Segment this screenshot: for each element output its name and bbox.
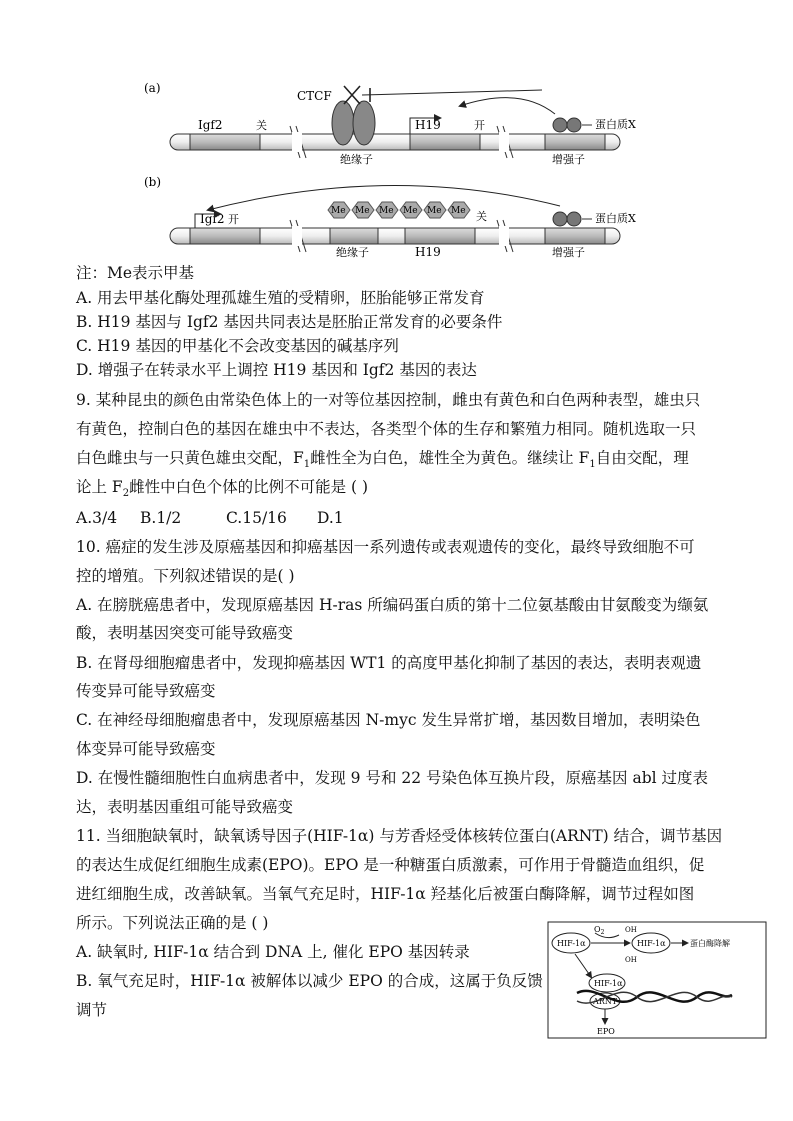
q11-option-b-cont: 调节 xyxy=(76,1001,108,1019)
q10-line-1: 10. 癌症的发生涉及原癌基因和抑癌基因一系列遗传或表观遗传的变化，最终导致细胞不可 xyxy=(76,538,695,556)
q11-line-2: 的表达生成促红细胞生成素(EPO)。EPO 是一种糖蛋白质激素，可作用于骨髓造血组织，促 xyxy=(76,856,705,874)
q11-line-4: 所示。下列说法正确的是 ( ) xyxy=(76,914,269,932)
svg-text:H19: H19 xyxy=(415,118,441,132)
svg-text:CTCF: CTCF xyxy=(297,89,332,103)
q10-line-6: 传变异可能导致癌变 xyxy=(76,682,216,700)
q11-option-b: B. 氧气充足时，HIF-1α 被解体以减少 EPO 的合成，这属于负反馈 xyxy=(76,972,543,990)
q10-line-5: B. 在肾母细胞瘤患者中，发现抑癌基因 WT1 的高度甲基化抑制了基因的表达，表明表观遗 xyxy=(76,654,702,672)
figure-note: 注：Me表示甲基 xyxy=(76,264,195,282)
q10-line-2: 控的增殖。下列叙述错误的是( ) xyxy=(76,567,295,585)
svg-text:Me: Me xyxy=(403,206,418,216)
gene-regulation-figure xyxy=(140,78,670,258)
hif-regulation-figure xyxy=(547,921,767,1039)
h19-gene-a xyxy=(410,134,480,150)
q9-option-a: A.3/4 xyxy=(76,509,118,527)
svg-text:增强子: 增强子 xyxy=(552,246,585,258)
panel-b-label: (b) xyxy=(144,175,162,189)
q9-option-d: D.1 xyxy=(317,509,344,527)
insulator-b xyxy=(330,228,378,244)
svg-text:HIF-1α: HIF-1α xyxy=(557,939,586,948)
q10-line-8: 体变异可能导致癌变 xyxy=(76,740,216,758)
q11-line-1: 11. 当细胞缺氧时，缺氧诱导因子(HIF-1α) 与芳香烃受体核转位蛋白(ARNT) 结合，调节基因 xyxy=(76,827,723,845)
svg-text:开: 开 xyxy=(228,213,239,226)
q8-option-a: A. 用去甲基化酶处理孤雄生殖的受精卵，胚胎能够正常发育 xyxy=(76,289,485,307)
q10-line-10: 达，表明基因重组可能导致癌变 xyxy=(76,798,294,816)
q8-option-c: C. H19 基因的甲基化不会改变基因的碱基序列 xyxy=(76,337,399,355)
q10-line-4: 酸，表明基因突变可能导致癌变 xyxy=(76,624,294,642)
enhancer-a xyxy=(545,134,605,150)
svg-text:Me: Me xyxy=(379,206,394,216)
q10-line-9: D. 在慢性髓细胞性白血病患者中，发现 9 号和 22 号染色体互换片段，原癌基因 abl 过度表 xyxy=(76,769,708,787)
svg-text:HIF-1α: HIF-1α xyxy=(594,979,623,988)
svg-text:关: 关 xyxy=(256,119,267,132)
svg-text:增强子: 增强子 xyxy=(552,153,585,166)
q10-line-7: C. 在神经母细胞瘤患者中，发现原癌基因 N-myc 发生异常扩增，基因数目增加，表明染色 xyxy=(76,711,701,729)
h19-gene-b xyxy=(405,228,475,244)
svg-text:H19: H19 xyxy=(415,245,441,258)
svg-text:Igf2: Igf2 xyxy=(198,118,223,132)
svg-text:HIF-1α: HIF-1α xyxy=(637,939,666,948)
q9-option-c: C.15/16 xyxy=(226,509,287,527)
panel-a-label: (a) xyxy=(144,81,161,95)
svg-text:OH: OH xyxy=(625,956,637,964)
q11-option-a: A. 缺氧时, HIF-1α 结合到 DNA 上, 催化 EPO 基因转录 xyxy=(76,943,470,961)
q9-line-3: 白色雌虫与一只黄色雄虫交配，$F_1$雌性全为白色，雄性全为黄色。继续让 $F_1$自由交配，理 xyxy=(76,449,689,471)
svg-text:开: 开 xyxy=(474,119,485,132)
q9-line-2: 有黄色，控制白色的基因在雄虫中不表达，各类型个体的生存和繁殖力相同。随机选取一只 xyxy=(76,420,697,438)
svg-text:绝缘子: 绝缘子 xyxy=(340,153,373,166)
svg-text:蛋白质X: 蛋白质X xyxy=(595,212,636,225)
q8-option-b: B. H19 基因与 Igf2 基因共同表达是胚胎正常发育的必要条件 xyxy=(76,313,503,331)
q9-line-1: 9. 某种昆虫的颜色由常染色体上的一对等位基因控制，雌虫有黄色和白色两种表型，雄虫只 xyxy=(76,391,701,409)
svg-text:O2: $O_2$ xyxy=(594,925,605,936)
svg-text:Me: Me xyxy=(331,206,346,216)
svg-text:关: 关 xyxy=(476,210,487,223)
igf2-gene-a xyxy=(190,134,260,150)
methyl-groups xyxy=(328,202,470,218)
svg-text:Me: Me xyxy=(427,206,442,216)
q11-line-3: 进红细胞生成，改善缺氧。当氧气充足时，HIF-1α 羟基化后被蛋白酶降解，调节过程如图 xyxy=(76,885,695,903)
ctcf-protein-right xyxy=(353,101,375,145)
svg-text:Me: Me xyxy=(355,206,370,216)
igf2-gene-b xyxy=(190,228,260,244)
svg-text:Me: Me xyxy=(451,206,466,216)
q8-option-d: D. 增强子在转录水平上调控 H19 基因和 Igf2 基因的表达 xyxy=(76,361,477,379)
enhancer-b xyxy=(545,228,605,244)
q9-option-b: B.1/2 xyxy=(140,509,182,527)
svg-text:绝缘子: 绝缘子 xyxy=(336,246,369,258)
ctcf-protein-left xyxy=(332,101,354,145)
svg-text:OH: OH xyxy=(625,926,637,934)
svg-text:ARNT: ARNT xyxy=(593,997,618,1006)
svg-text:EPO: EPO xyxy=(597,1027,615,1036)
svg-text:蛋白酶降解: 蛋白酶降解 xyxy=(690,939,730,948)
q9-line-4: 论上 $F_2$雌性中白色个体的比例不可能是 ( ) xyxy=(76,478,369,500)
svg-text:Igf2: Igf2 xyxy=(200,212,225,226)
q10-line-3: A. 在膀胱癌患者中，发现原癌基因 H-ras 所编码蛋白质的第十二位氨基酸由甘氨酸变为缬氨 xyxy=(76,596,709,614)
svg-text:蛋白质X: 蛋白质X xyxy=(595,118,636,131)
